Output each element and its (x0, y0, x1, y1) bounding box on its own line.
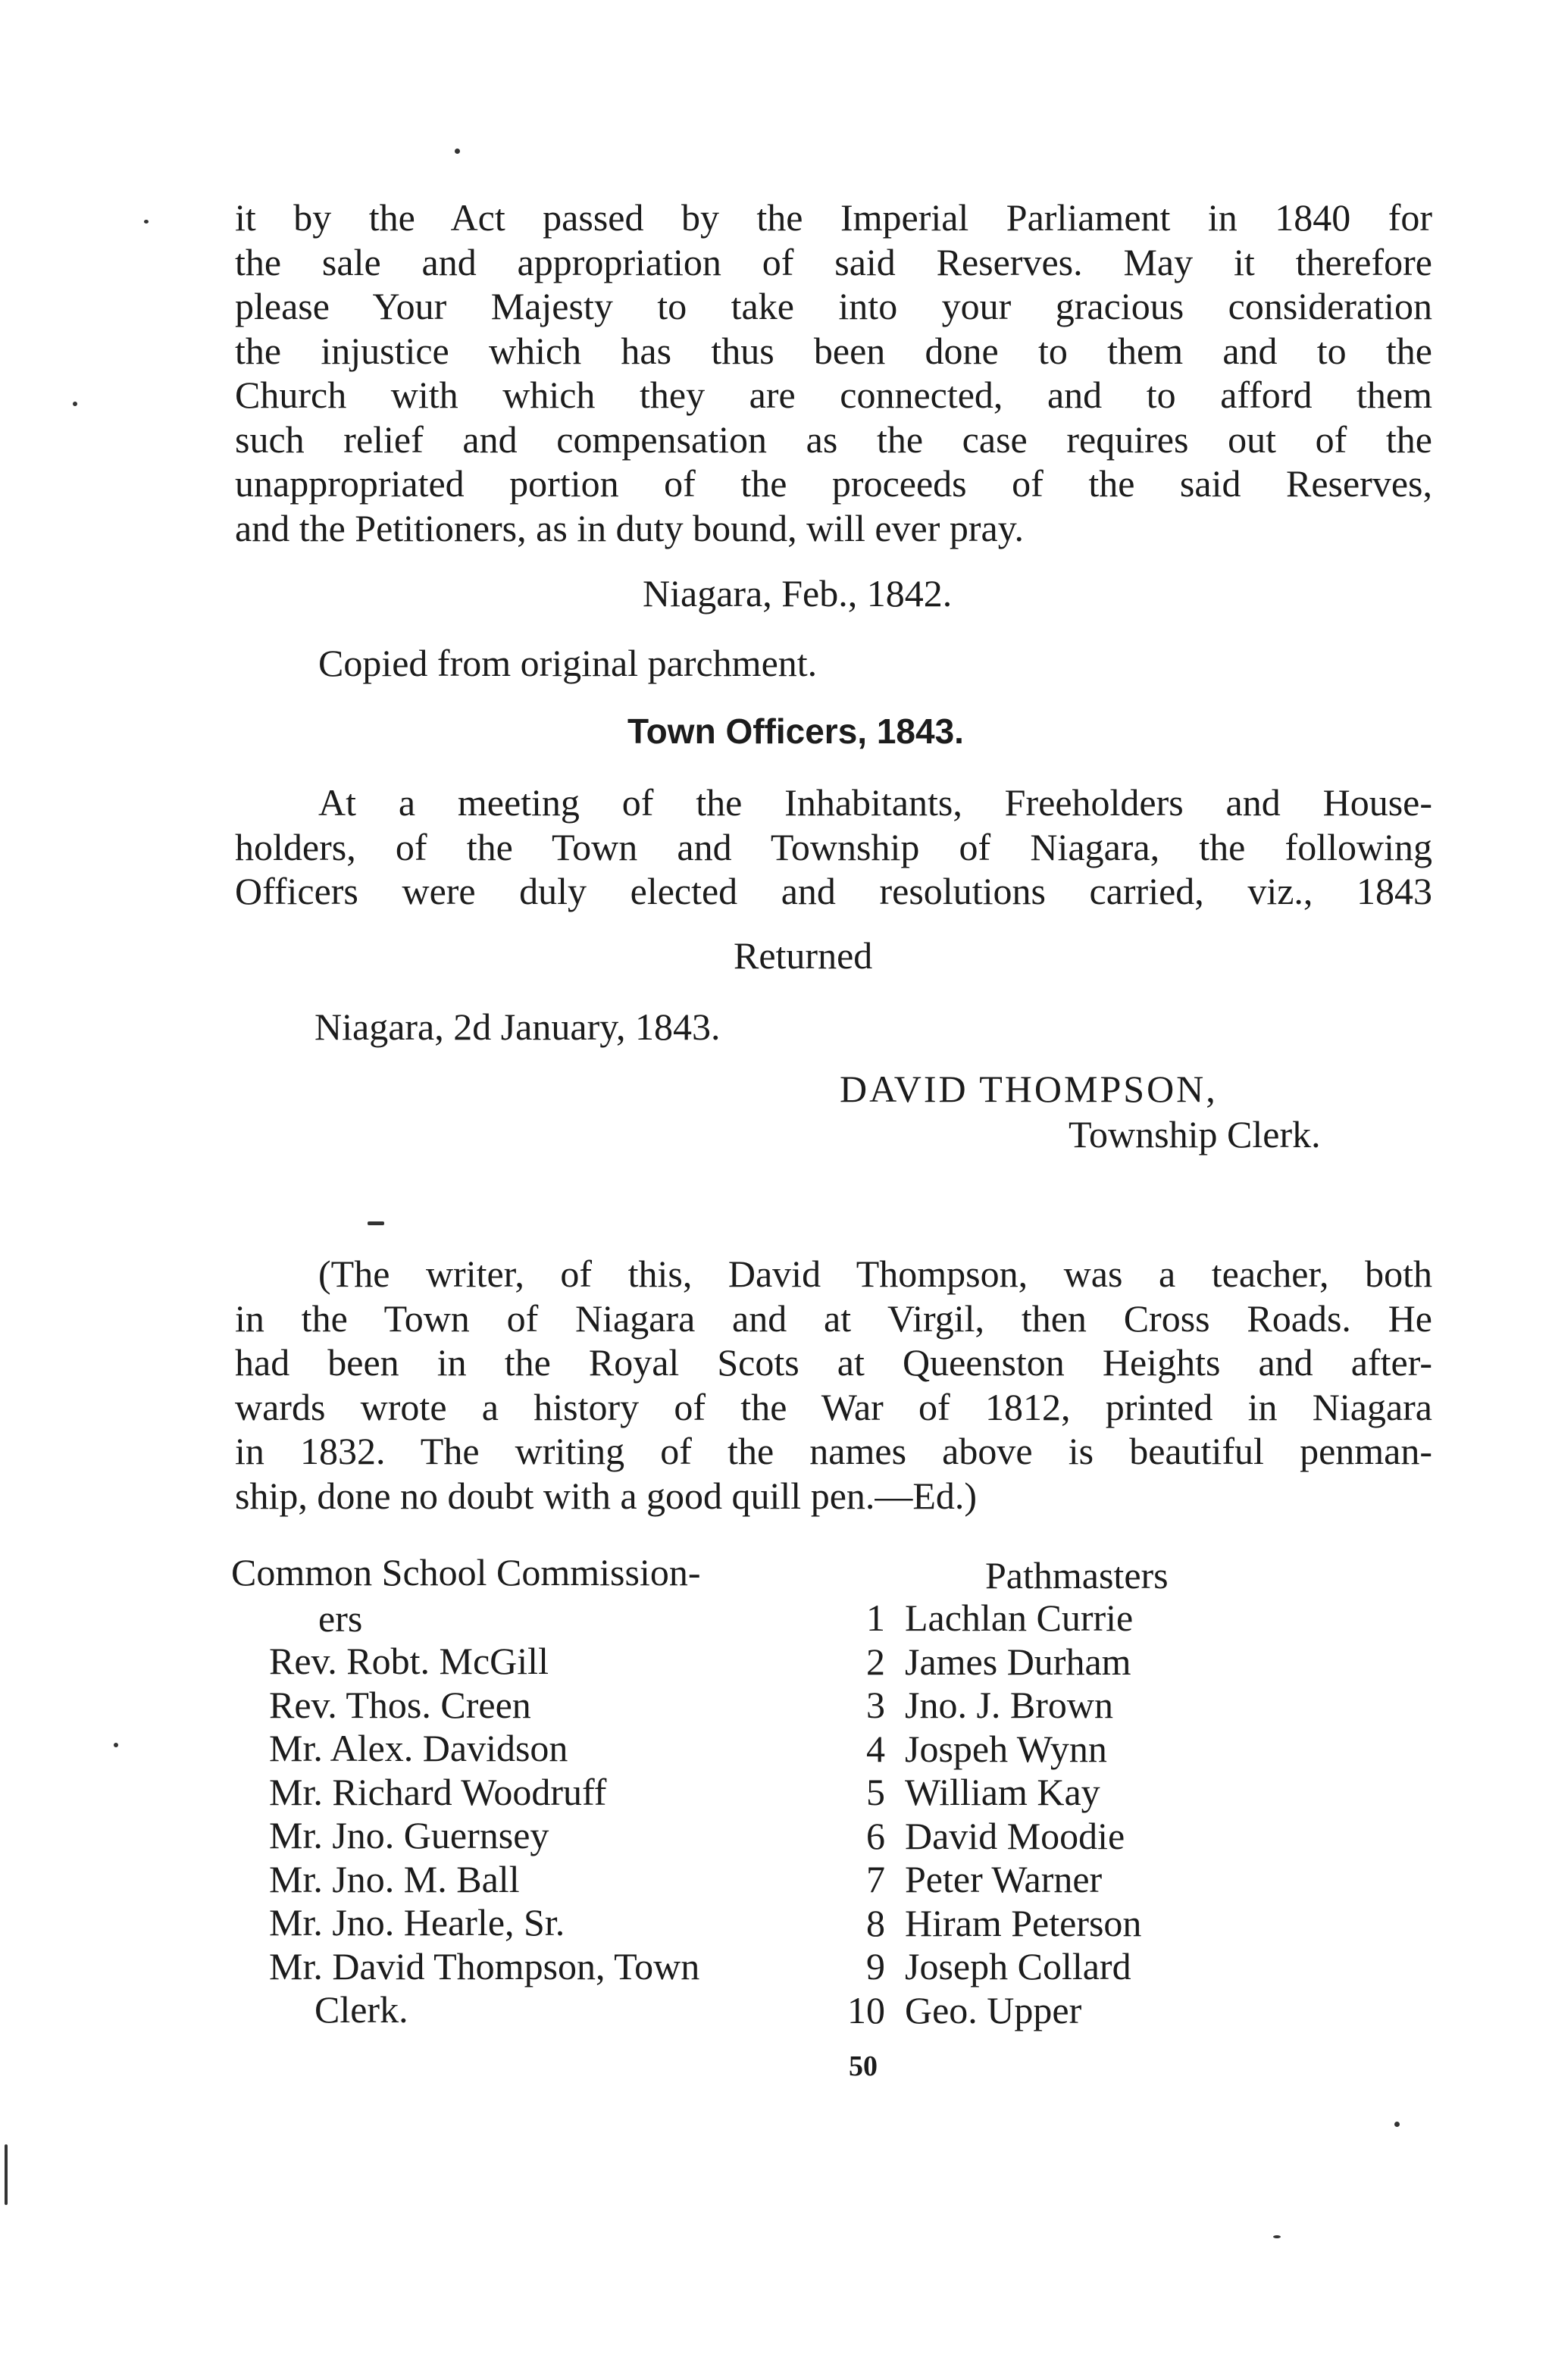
text-line: At a meeting of the Inhabitants, Freeholders and House- (318, 781, 1432, 824)
petition-place-date: Niagara, Feb., 1842. (643, 572, 953, 615)
text-line: had been in the Royal Scots at Queenston Heights and after- (235, 1341, 1432, 1384)
list-item: Rev. Thos. Creen (269, 1683, 531, 1726)
text-line: the sale and appropriation of said Reserves. May it therefore (235, 240, 1432, 283)
item-name: James Durham (905, 1640, 1131, 1683)
text-line: the injustice which has thus been done to them and to the (235, 329, 1432, 372)
scan-speck (1273, 2235, 1281, 2238)
editor-note (235, 1252, 1432, 1518)
copied-note: Copied from original parchment. (318, 642, 818, 684)
text-line: it by the Act passed by the Imperial Parliament in 1840 for (235, 196, 1432, 239)
list-item (847, 1815, 1141, 1859)
item-name: William Kay (905, 1771, 1100, 1813)
text-line: unappropriated portion of the proceeds of the said Reserves, (235, 462, 1432, 505)
list-item: Mr. David Thompson, Town (269, 1944, 700, 1988)
text-line: Officers were duly elected and resolutions carried, viz., 1843 (235, 870, 1432, 912)
item-number: 6 (866, 1814, 885, 1857)
text-line: in the Town of Niagara and at Virgil, then Cross Roads. He (235, 1296, 1432, 1340)
list-item (847, 1771, 1141, 1815)
text-line: holders, of the Town and Township of Niagara, the following (235, 825, 1432, 868)
item-number: 2 (866, 1640, 885, 1683)
scan-speck (1394, 2122, 1400, 2127)
list-item: Mr. Richard Woodruff (269, 1770, 607, 1813)
item-name: Geo. Upper (905, 1988, 1082, 2031)
list-item: Mr. Jno. Guernsey (269, 1814, 549, 1856)
list-item (847, 1945, 1141, 1989)
item-number: 8 (866, 1901, 885, 1944)
item-number: 1 (866, 1597, 885, 1639)
scan-speck (455, 149, 460, 154)
item-name: Jno. J. Brown (905, 1684, 1114, 1726)
item-name: Hiram Peterson (905, 1901, 1142, 1944)
text-line: Church with which they are connected, and to afford them (235, 374, 1432, 416)
commissioners-heading-cont: ers (318, 1597, 363, 1640)
item-name: Peter Warner (905, 1858, 1103, 1900)
pathmasters-list (847, 1597, 1141, 2032)
scan-speck (5, 2144, 8, 2205)
scan-speck (144, 220, 149, 224)
item-name: Joseph Collard (905, 1945, 1131, 1988)
list-item: Rev. Robt. McGill (269, 1640, 549, 1682)
list-item: Clerk. (314, 1988, 408, 2031)
item-number: 9 (866, 1945, 885, 1988)
list-item (847, 1728, 1141, 1772)
list-item (847, 1989, 1141, 2033)
item-name: Lachlan Currie (905, 1597, 1134, 1639)
section-heading: Town Officers, 1843. (627, 711, 964, 751)
signature-name: DAVID THOMPSON, (840, 1068, 1218, 1110)
petition-paragraph (235, 195, 1432, 550)
list-item: Mr. Jno. Hearle, Sr. (269, 1901, 565, 1944)
page-number: 50 (849, 2050, 878, 2082)
item-number: 5 (866, 1771, 885, 1813)
item-name: David Moodie (905, 1814, 1125, 1857)
list-item (847, 1640, 1141, 1684)
commissioners-heading: Common School Commission- (231, 1551, 701, 1593)
scan-speck (114, 1743, 118, 1747)
returned-label: Returned (734, 934, 873, 977)
commissioners-list (269, 1640, 699, 2032)
item-number: 10 (847, 1988, 885, 2031)
list-item (847, 1597, 1141, 1640)
text-line: please Your Majesty to take into your gracious consideration (235, 285, 1432, 327)
text-line: wards wrote a history of the War of 1812, printed in Niagara (235, 1385, 1432, 1428)
list-item (847, 1902, 1141, 1946)
list-item (847, 1684, 1141, 1728)
town-officers-intro (235, 780, 1432, 914)
date-line: Niagara, 2d January, 1843. (314, 1005, 721, 1048)
text-line: in 1832. The writing of the names above is beautiful penman- (235, 1430, 1432, 1472)
item-number: 7 (866, 1858, 885, 1900)
list-item: Mr. Alex. Davidson (269, 1727, 568, 1769)
item-number: 4 (866, 1727, 885, 1770)
signature-title: Township Clerk. (1069, 1113, 1321, 1156)
text-line: such relief and compensation as the case requires out of the (235, 418, 1432, 461)
text-line: and the Petitioners, as in duty bound, will ever pray. (235, 506, 1024, 549)
scan-speck (368, 1221, 384, 1225)
scan-speck (73, 402, 77, 406)
text-line: ship, done no doubt with a good quill pen.—Ed.) (235, 1474, 978, 1517)
item-number: 3 (866, 1684, 885, 1726)
text-line: (The writer, of this, David Thompson, was a teacher, both (318, 1253, 1432, 1295)
item-name: Jospeh Wynn (905, 1727, 1107, 1770)
list-item (847, 1858, 1141, 1902)
pathmasters-heading: Pathmasters (985, 1554, 1169, 1597)
list-item: Mr. Jno. M. Ball (269, 1857, 520, 1900)
